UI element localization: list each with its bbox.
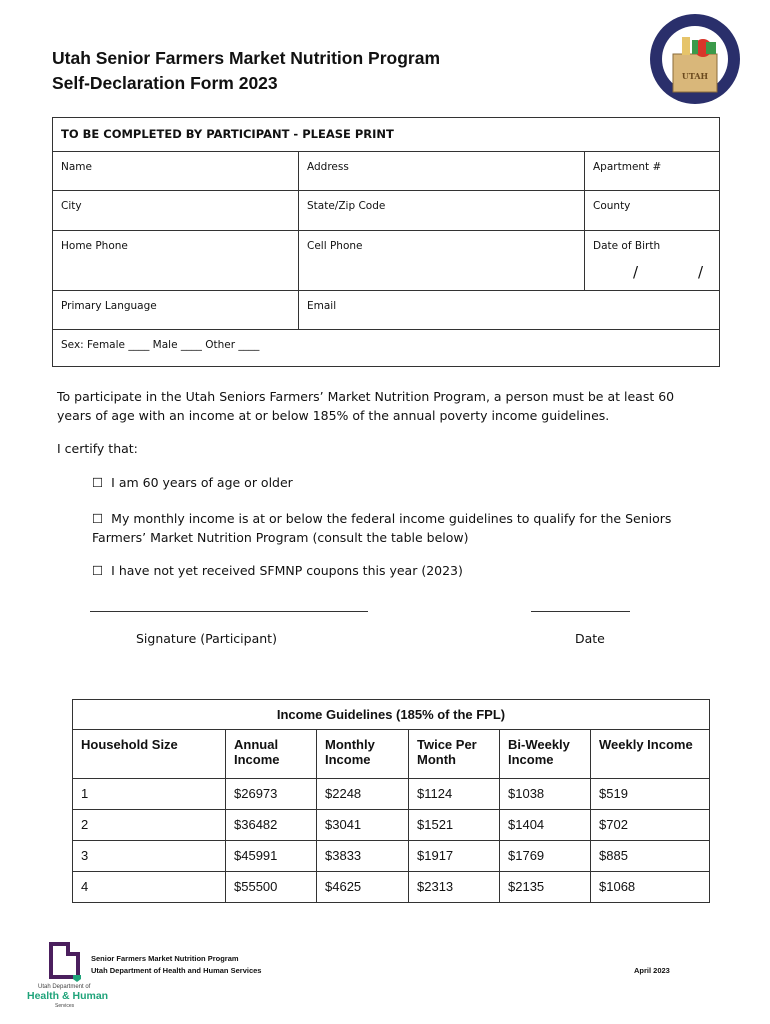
dob-label: Date of Birth	[593, 240, 661, 252]
email-field[interactable]: Email	[298, 291, 719, 330]
column-header: Weekly Income	[591, 730, 710, 779]
table-cell: $3833	[317, 841, 409, 872]
date-line[interactable]	[531, 611, 630, 612]
column-header: Monthly Income	[317, 730, 409, 779]
table-cell: $1521	[409, 810, 500, 841]
name-field[interactable]: Name	[61, 161, 92, 173]
form-heading: TO BE COMPLETED BY PARTICIPANT - PLEASE PRINT	[61, 127, 394, 141]
column-header: Household Size	[73, 730, 226, 779]
primary-language-field[interactable]: Primary Language	[61, 300, 157, 312]
city-field[interactable]: City	[61, 200, 82, 212]
signature-label: Signature (Participant)	[136, 631, 277, 646]
address-field[interactable]: Address	[298, 152, 584, 191]
participant-form	[52, 117, 720, 367]
table-row	[73, 779, 710, 810]
state-zip-field[interactable]: State/Zip Code	[298, 191, 584, 231]
table-cell: $1769	[500, 841, 591, 872]
table-row	[73, 841, 710, 872]
column-header: Annual Income	[226, 730, 317, 779]
table-cell: $702	[591, 810, 710, 841]
sfmnp-logo	[648, 12, 742, 106]
utah-state-icon	[48, 942, 82, 982]
table-header-row	[73, 730, 710, 779]
table-cell: $1404	[500, 810, 591, 841]
table-cell: $4625	[317, 872, 409, 903]
home-phone-field[interactable]: Home Phone	[61, 240, 128, 252]
column-header: Bi-Weekly Income	[500, 730, 591, 779]
form-title: Utah Senior Farmers Market Nutrition Program	[52, 48, 440, 68]
checkbox[interactable]: ☐	[92, 475, 104, 490]
apartment-field[interactable]: Apartment #	[584, 152, 719, 191]
certify-text: I certify that:	[57, 441, 138, 456]
table-title: Income Guidelines (185% of the FPL)	[73, 700, 710, 730]
table-cell: $3041	[317, 810, 409, 841]
svg-text:UTAH: UTAH	[681, 71, 709, 81]
item-text: I am 60 years of age or older	[111, 475, 293, 490]
column-header: Twice Per Month	[409, 730, 500, 779]
table-row	[73, 810, 710, 841]
table-cell: $2248	[317, 779, 409, 810]
table-cell: $55500	[226, 872, 317, 903]
table-cell: 1	[73, 779, 226, 810]
table-cell: $2135	[500, 872, 591, 903]
table-row	[73, 872, 710, 903]
intro-text: To participate in the Utah Seniors Farmers’ Market Nutrition Program, a person must be at least 60 years of age with an income at or below 185% of the annual poverty income guidelines.	[57, 389, 675, 423]
checkbox[interactable]: ☐	[92, 511, 104, 526]
footer-date: April 2023	[634, 966, 670, 975]
dhhs-logo-big: Health & Human	[27, 990, 109, 1002]
table-cell: $45991	[226, 841, 317, 872]
table-cell: $885	[591, 841, 710, 872]
signature-line[interactable]	[90, 611, 368, 612]
certify-item-age	[92, 475, 293, 490]
form-subtitle: Self-Declaration Form 2023	[52, 73, 278, 93]
table-cell: $36482	[226, 810, 317, 841]
table-cell: $1917	[409, 841, 500, 872]
item-text: My monthly income is at or below the federal income guidelines to qualify for the Seniors Farmers’ Market Nutrition Program (consult the table below)	[92, 511, 672, 545]
dob-separator: /	[698, 263, 704, 281]
cell-phone-field[interactable]: Cell Phone	[298, 231, 584, 291]
sex-field[interactable]: Sex: Female ____ Male ____ Other ____	[61, 339, 260, 351]
table-cell: 3	[73, 841, 226, 872]
table-cell: $2313	[409, 872, 500, 903]
checkbox[interactable]: ☐	[92, 563, 104, 578]
dob-separator: /	[633, 263, 639, 281]
dhhs-logo-sub: Services	[55, 1003, 75, 1009]
table-cell: 4	[73, 872, 226, 903]
table-cell: $1068	[591, 872, 710, 903]
dob-field[interactable]	[584, 231, 719, 291]
table-cell: $1038	[500, 779, 591, 810]
county-field[interactable]: County	[584, 191, 719, 231]
footer-program: Senior Farmers Market Nutrition Program	[91, 954, 239, 963]
dhhs-logo-small: Utah Department of	[38, 984, 91, 990]
table-cell: $26973	[226, 779, 317, 810]
table-cell: 2	[73, 810, 226, 841]
date-label: Date	[575, 631, 605, 646]
footer-department: Utah Department of Health and Human Services	[91, 966, 262, 975]
certify-item-income	[92, 509, 692, 547]
income-guidelines-table	[72, 699, 710, 903]
certify-item-coupons	[92, 563, 463, 578]
item-text: I have not yet received SFMNP coupons this year (2023)	[111, 563, 463, 578]
table-cell: $519	[591, 779, 710, 810]
table-cell: $1124	[409, 779, 500, 810]
